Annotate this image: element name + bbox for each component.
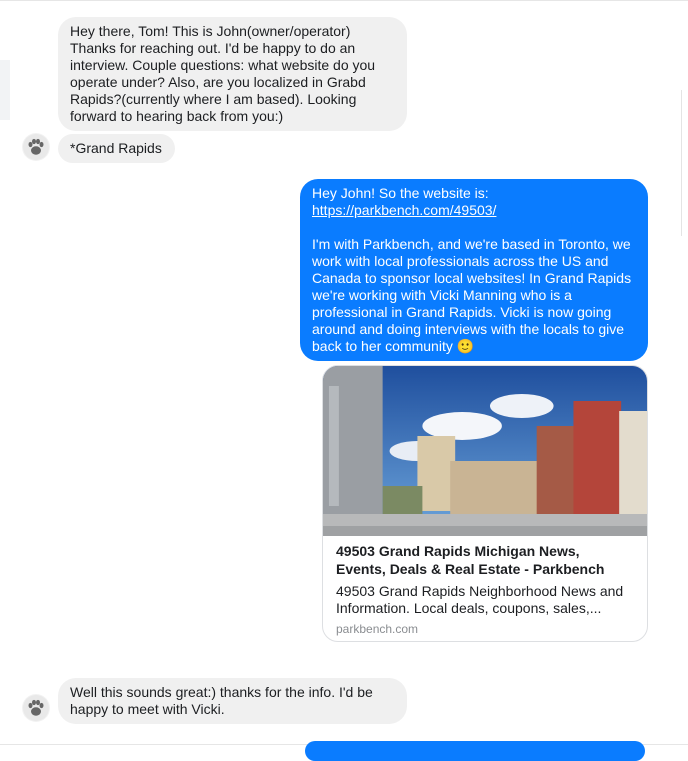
message-text: *Grand Rapids (70, 140, 162, 156)
message-line: interview. Couple questions: what website do you (70, 57, 376, 73)
description-line: 49503 Grand Rapids Neighborhood News and (336, 583, 624, 599)
message-line: professional in Grand Rapids. Vicki is now going (312, 304, 612, 320)
link-preview-title[interactable] (336, 542, 636, 578)
message-line: we're working with Vicki Manning who is a (312, 287, 572, 303)
link-preview-card[interactable] (322, 365, 648, 642)
message-line: back to her community 🙂 (312, 338, 475, 354)
outgoing-message[interactable] (300, 179, 648, 361)
incoming-message[interactable] (58, 17, 407, 131)
message-line: forward to hearing back from you:) (70, 108, 284, 124)
message-line: Well this sounds great:) thanks for the info. I'd be (70, 684, 373, 700)
right-panel-edge (681, 90, 688, 236)
message-line: Rapids?(currently where I am based). Looking (70, 91, 357, 107)
message-line: work with local professionals across the US and (312, 253, 609, 269)
paw-print-icon[interactable] (22, 133, 50, 161)
message-line: operate under? Also, are you localized in Grabd (70, 74, 366, 90)
link-preview-description (336, 583, 636, 617)
incoming-message[interactable] (58, 678, 407, 724)
paw-print-icon[interactable] (22, 694, 50, 722)
blank-line (312, 219, 636, 236)
message-line: Thanks for reaching out. I'd be happy to do an (70, 40, 356, 56)
website-link[interactable]: https://parkbench.com/49503/ (312, 202, 497, 218)
link-preview-image (323, 366, 647, 536)
left-gutter (0, 60, 10, 120)
description-line: Information. Local deals, coupons, sales,... (336, 600, 602, 616)
title-line: Events, Deals & Real Estate - Parkbench (336, 561, 605, 577)
link-preview-domain: parkbench.com (336, 622, 419, 636)
message-line: Canada to sponsor local websites! In Grand Rapids (312, 270, 632, 286)
top-divider (0, 0, 688, 1)
outgoing-message-partial[interactable] (305, 741, 645, 761)
message-line: Hey there, Tom! This is John(owner/operator) (70, 23, 351, 39)
incoming-message[interactable] (58, 134, 175, 163)
message-line: around and doing interviews with the locals to give (312, 321, 625, 337)
title-line: 49503 Grand Rapids Michigan News, (336, 543, 580, 559)
message-line: Hey John! So the website is: (312, 185, 489, 201)
message-line: I'm with Parkbench, and we're based in Toronto, we (312, 236, 631, 252)
message-line: happy to meet with Vicki. (70, 701, 225, 717)
